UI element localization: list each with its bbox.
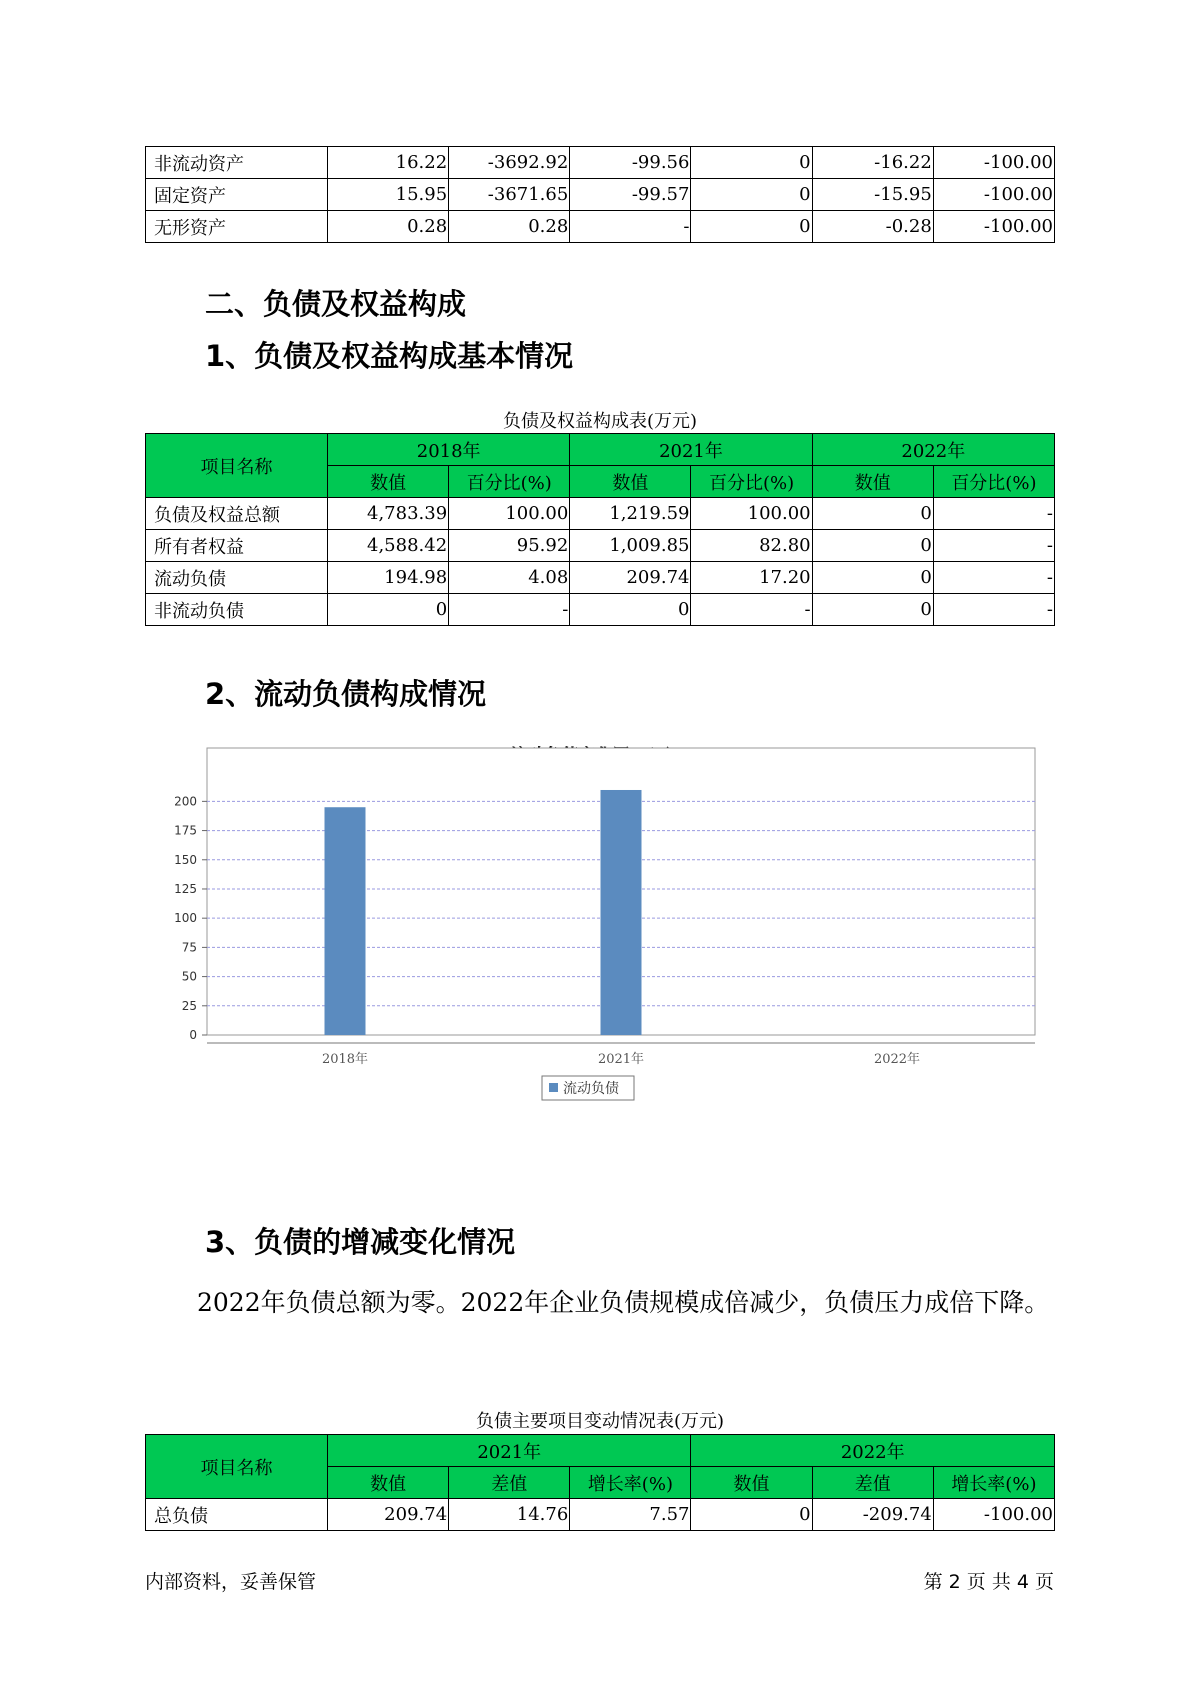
table2-caption: 负债主要项目变动情况表(万元) <box>475 1411 725 1432</box>
table-cell: 100.00 <box>449 498 570 530</box>
table-cell: -100.00 <box>933 179 1054 211</box>
subsection-title-2: 2、流动负债构成情况 <box>205 677 487 711</box>
liability-change-table-body <box>146 1499 1055 1531</box>
table2-col-value: 数值 <box>328 1467 449 1499</box>
table1-col-value: 数值 <box>812 466 933 498</box>
table-row <box>146 594 1055 626</box>
table-cell: 0 <box>812 562 933 594</box>
table-cell: 0 <box>691 147 812 179</box>
liability-change-table <box>145 1434 1055 1531</box>
table-cell: 100.00 <box>691 498 812 530</box>
table-cell: -100.00 <box>933 147 1054 179</box>
x-tick-label: 2018年 <box>321 1052 369 1067</box>
row-label: 所有者权益 <box>146 530 328 562</box>
table1-col-value: 数值 <box>328 466 449 498</box>
table-cell: 0 <box>812 530 933 562</box>
table-cell: - <box>691 594 812 626</box>
legend-swatch <box>549 1083 558 1092</box>
table2-item-header: 项目名称 <box>146 1435 328 1499</box>
table2-year-header: 2022年 <box>691 1435 1055 1467</box>
table-cell: 0 <box>570 594 691 626</box>
table-cell: -15.95 <box>812 179 933 211</box>
table1-year-header: 2018年 <box>328 434 570 466</box>
table-cell: 0 <box>691 179 812 211</box>
table-row <box>146 1499 1055 1531</box>
table-cell: 14.76 <box>449 1499 570 1531</box>
row-label: 固定资产 <box>146 179 328 211</box>
table-cell: 0 <box>328 594 449 626</box>
table-cell: 1,219.59 <box>570 498 691 530</box>
section-title: 二、负债及权益构成 <box>205 287 467 321</box>
table-cell: -0.28 <box>812 211 933 243</box>
table-row <box>146 498 1055 530</box>
table-cell: -99.57 <box>570 179 691 211</box>
table1-col-pct: 百分比(%) <box>449 466 570 498</box>
y-tick-label: 50 <box>181 969 197 984</box>
table-cell: 0 <box>812 498 933 530</box>
row-label: 无形资产 <box>146 211 328 243</box>
table-cell: - <box>933 594 1054 626</box>
table-cell: 0.28 <box>449 211 570 243</box>
y-tick-label: 25 <box>181 998 197 1013</box>
y-tick-label: 125 <box>174 881 197 896</box>
x-tick-label: 2022年 <box>873 1052 921 1067</box>
table-row <box>146 562 1055 594</box>
structure-table <box>145 433 1055 626</box>
table-cell: -100.00 <box>933 1499 1054 1531</box>
table-cell: -3692.92 <box>449 147 570 179</box>
y-tick-label: 100 <box>174 911 197 926</box>
y-tick-label: 75 <box>181 940 197 955</box>
table-cell: -16.22 <box>812 147 933 179</box>
table-cell: - <box>933 530 1054 562</box>
asset-table <box>145 146 1055 243</box>
table2-col-growth: 增长率(%) <box>570 1467 691 1499</box>
asset-table-body <box>146 147 1055 243</box>
table1-caption: 负债及权益构成表(万元) <box>502 411 698 432</box>
table1-col-pct: 百分比(%) <box>933 466 1054 498</box>
analysis-paragraph <box>145 1282 1055 1324</box>
table-cell: 16.22 <box>328 147 449 179</box>
row-label: 非流动资产 <box>146 147 328 179</box>
footer-confidential: 内部资料，妥善保管 <box>145 1571 317 1593</box>
table-cell: 209.74 <box>328 1499 449 1531</box>
bar <box>601 790 642 1035</box>
current-liabilities-chart <box>145 735 1045 1190</box>
row-label: 流动负债 <box>146 562 328 594</box>
row-label: 总负债 <box>146 1499 328 1531</box>
table2-col-diff: 差值 <box>449 1467 570 1499</box>
table1-item-header: 项目名称 <box>146 434 328 498</box>
table2-col-growth: 增长率(%) <box>933 1467 1054 1499</box>
table-cell: 15.95 <box>328 179 449 211</box>
subsection-title-3: 3、负债的增减变化情况 <box>205 1225 516 1259</box>
table-row <box>146 530 1055 562</box>
table-cell: - <box>933 562 1054 594</box>
table-cell: - <box>933 498 1054 530</box>
table1-year-header: 2021年 <box>570 434 812 466</box>
row-label: 负债及权益总额 <box>146 498 328 530</box>
table-row <box>146 211 1055 243</box>
table-cell: 0 <box>691 211 812 243</box>
table1-year-header: 2022年 <box>812 434 1054 466</box>
table-cell: 0 <box>812 594 933 626</box>
y-tick-label: 0 <box>189 1028 197 1042</box>
table-cell: 7.57 <box>570 1499 691 1531</box>
table-cell: 209.74 <box>570 562 691 594</box>
table-cell: 0.28 <box>328 211 449 243</box>
table-cell: 82.80 <box>691 530 812 562</box>
table-cell: 17.20 <box>691 562 812 594</box>
y-tick-label: 150 <box>174 852 197 867</box>
table-cell: -100.00 <box>933 211 1054 243</box>
legend-label: 流动负债 <box>563 1081 619 1097</box>
structure-table-body <box>146 498 1055 626</box>
table-row <box>146 147 1055 179</box>
table-cell: - <box>570 211 691 243</box>
table-cell: 95.92 <box>449 530 570 562</box>
table1-col-pct: 百分比(%) <box>691 466 812 498</box>
table-row <box>146 179 1055 211</box>
table-cell: 4,783.39 <box>328 498 449 530</box>
footer-page-number: 第 2 页 共 4 页 <box>923 1571 1054 1593</box>
table2-year-header: 2021年 <box>328 1435 691 1467</box>
row-label: 非流动负债 <box>146 594 328 626</box>
analysis-paragraph-text: 2022年负债总额为零。2022年企业负债规模成倍减少，负债压力成倍下降。 <box>197 1288 1050 1317</box>
table-cell: -3671.65 <box>449 179 570 211</box>
bar <box>325 807 366 1035</box>
table-cell: -99.56 <box>570 147 691 179</box>
table-cell: -209.74 <box>812 1499 933 1531</box>
table-cell: 4.08 <box>449 562 570 594</box>
table-cell: - <box>449 594 570 626</box>
table2-col-diff: 差值 <box>812 1467 933 1499</box>
subsection-title-1: 1、负债及权益构成基本情况 <box>205 339 574 373</box>
table-cell: 0 <box>691 1499 812 1531</box>
table-cell: 194.98 <box>328 562 449 594</box>
y-tick-label: 175 <box>174 823 197 838</box>
x-tick-label: 2021年 <box>597 1052 645 1067</box>
y-tick-label: 200 <box>174 794 197 809</box>
table-cell: 4,588.42 <box>328 530 449 562</box>
table2-col-value: 数值 <box>691 1467 812 1499</box>
table1-col-value: 数值 <box>570 466 691 498</box>
table-cell: 1,009.85 <box>570 530 691 562</box>
